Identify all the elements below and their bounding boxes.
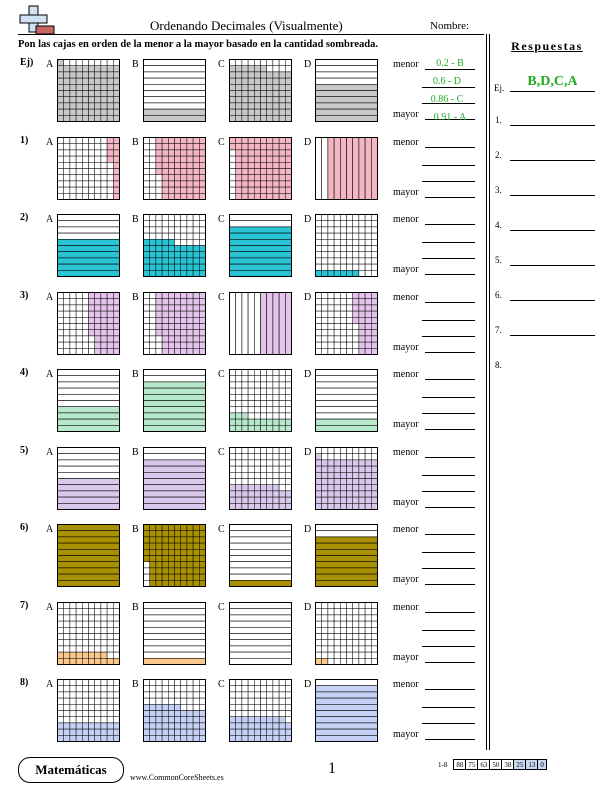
box-letter: C — [218, 369, 225, 380]
decimal-box-8-0 — [57, 679, 120, 742]
answers-title: Respuestas — [511, 39, 583, 53]
problem-label: 1) — [20, 134, 29, 146]
score-cell: 88 — [454, 760, 466, 770]
problem-label: 8) — [20, 677, 29, 688]
menor-label: menor — [393, 136, 419, 148]
box-letter: B — [132, 291, 139, 303]
answer-line-4 — [510, 230, 595, 231]
answer-line-6 — [510, 300, 595, 301]
decimal-box-6-2 — [229, 524, 292, 587]
box-letter: D — [304, 136, 312, 148]
decimal-box-5-2 — [229, 447, 292, 510]
box-letter: A — [46, 524, 54, 535]
decimal-box-8-3 — [315, 679, 378, 742]
answer-blank — [422, 320, 475, 321]
answer-blank — [425, 507, 475, 508]
decimal-box-2-1 — [143, 214, 206, 277]
menor-label: menor — [393, 369, 419, 380]
decimal-box-1-1 — [143, 137, 206, 200]
decimal-box-1-3 — [315, 137, 378, 200]
score-cell: 63 — [478, 760, 490, 770]
plus-logo-icon — [18, 4, 56, 36]
answer-divider-2 — [489, 34, 490, 750]
box-letter: B — [132, 369, 139, 380]
answer-number-1: 1. — [495, 115, 502, 125]
box-letter: C — [218, 136, 225, 148]
decimal-box-1-2 — [229, 137, 292, 200]
answer-blank — [425, 197, 475, 198]
answer-blank — [425, 612, 475, 613]
answer-blank — [422, 397, 475, 398]
box-letter: A — [46, 214, 54, 225]
answer-line-1 — [510, 125, 595, 126]
answer-blank — [422, 552, 475, 553]
answer-blank — [422, 413, 475, 414]
box-letter: D — [304, 601, 312, 613]
answer-blank — [422, 87, 475, 88]
answer-blank — [425, 302, 475, 303]
problem-label: 4) — [20, 367, 29, 378]
menor-label: menor — [393, 214, 419, 225]
menor-label: menor — [393, 446, 419, 458]
decimal-box-5-0 — [57, 447, 120, 510]
menor-label: menor — [393, 601, 419, 613]
decimal-box-6-3 — [315, 524, 378, 587]
decimal-box-5-3 — [315, 447, 378, 510]
decimal-box-0-0 — [57, 59, 120, 122]
box-letter: A — [46, 679, 54, 690]
decimal-box-4-3 — [315, 369, 378, 432]
decimal-box-6-1 — [143, 524, 206, 587]
answer-blank — [425, 379, 475, 380]
answer-line-7 — [510, 335, 595, 336]
box-letter: B — [132, 446, 139, 458]
box-letter: C — [218, 679, 225, 690]
example-answer: 0.2 - B — [436, 58, 464, 69]
problem-label: 7) — [20, 599, 29, 611]
answer-blank — [422, 646, 475, 647]
problem-label: 3) — [20, 289, 29, 301]
decimal-box-4-0 — [57, 369, 120, 432]
decimal-box-0-1 — [143, 59, 206, 122]
answer-blank — [422, 165, 475, 166]
decimal-box-1-0 — [57, 137, 120, 200]
problem-label: 6) — [20, 522, 29, 533]
answer-blank — [425, 662, 475, 663]
answer-blank — [422, 723, 475, 724]
box-letter: C — [218, 524, 225, 535]
score-cell: 75 — [466, 760, 478, 770]
box-letter: A — [46, 136, 54, 148]
example-answer: 0.6 - D — [432, 76, 462, 87]
answer-blank — [422, 181, 475, 182]
answer-blank — [422, 242, 475, 243]
score-table — [436, 759, 547, 770]
decimal-box-4-2 — [229, 369, 292, 432]
decimal-box-3-0 — [57, 292, 120, 355]
box-letter: C — [218, 214, 225, 225]
page-number: 1 — [328, 760, 336, 777]
box-letter: A — [46, 446, 54, 458]
answer-blank — [425, 147, 475, 148]
answer-example-label: Ej. — [494, 83, 505, 93]
mayor-label: mayor — [393, 419, 419, 430]
decimal-box-7-0 — [57, 602, 120, 665]
answer-blank — [425, 534, 475, 535]
answer-number-7: 7. — [495, 325, 502, 335]
answer-blank — [422, 491, 475, 492]
answer-blank — [425, 739, 475, 740]
score-cell: 50 — [490, 760, 502, 770]
box-letter: D — [304, 679, 312, 690]
decimal-box-0-2 — [229, 59, 292, 122]
answer-number-5: 5. — [495, 255, 502, 265]
mayor-label: mayor — [393, 574, 419, 585]
answer-blank — [422, 336, 475, 337]
box-letter: B — [132, 214, 139, 225]
mayor-label: mayor — [393, 186, 419, 198]
answer-blank — [422, 475, 475, 476]
answer-blank — [425, 584, 475, 585]
answer-divider-1 — [486, 34, 487, 750]
box-letter: C — [218, 291, 225, 303]
site-url: www.CommonCoreSheets.es — [130, 773, 224, 782]
answer-blank — [422, 568, 475, 569]
decimal-box-2-2 — [229, 214, 292, 277]
decimal-box-7-1 — [143, 602, 206, 665]
menor-label: menor — [393, 59, 419, 70]
box-letter: D — [304, 524, 312, 535]
box-letter: B — [132, 59, 139, 70]
decimal-box-2-3 — [315, 214, 378, 277]
example-answer: 0.86 - C — [430, 94, 464, 105]
menor-label: menor — [393, 679, 419, 690]
problem-label: 5) — [20, 444, 29, 456]
decimal-box-4-1 — [143, 369, 206, 432]
instructions: Pon las cajas en orden de la menor a la mayor basado en la cantidad sombreada. — [18, 39, 378, 50]
answer-blank — [422, 630, 475, 631]
box-letter: A — [46, 59, 54, 70]
answer-blank — [422, 707, 475, 708]
answer-blank — [422, 258, 475, 259]
box-letter: C — [218, 59, 225, 70]
answer-number-3: 3. — [495, 185, 502, 195]
answer-number-8: 8. — [495, 360, 502, 370]
decimal-box-2-0 — [57, 214, 120, 277]
decimal-box-6-0 — [57, 524, 120, 587]
decimal-box-3-2 — [229, 292, 292, 355]
box-letter: C — [218, 601, 225, 613]
decimal-box-7-2 — [229, 602, 292, 665]
mayor-label: mayor — [393, 651, 419, 663]
box-letter: A — [46, 601, 54, 613]
score-cell: 13 — [526, 760, 538, 770]
answer-blank — [425, 224, 475, 225]
mayor-label: mayor — [393, 264, 419, 275]
answer-line-5 — [510, 265, 595, 266]
answer-line-2 — [510, 160, 595, 161]
answer-line-3 — [510, 195, 595, 196]
page-title: Ordenando Decimales (Visualmente) — [150, 18, 343, 33]
header-divider — [18, 34, 484, 35]
answer-blank — [425, 689, 475, 690]
box-letter: C — [218, 446, 225, 458]
box-letter: B — [132, 524, 139, 535]
box-letter: D — [304, 291, 312, 303]
example-answer: 0.91 - A — [433, 112, 467, 123]
box-letter: B — [132, 136, 139, 148]
decimal-box-5-1 — [143, 447, 206, 510]
answer-blank — [425, 352, 475, 353]
brand-badge: Matemáticas — [18, 757, 124, 783]
name-label: Nombre: — [430, 20, 470, 32]
answer-number-4: 4. — [495, 220, 502, 230]
box-letter: B — [132, 601, 139, 613]
box-letter: D — [304, 214, 312, 225]
decimal-box-7-3 — [315, 602, 378, 665]
answer-number-6: 6. — [495, 290, 502, 300]
answer-number-2: 2. — [495, 150, 502, 160]
answer-blank — [425, 274, 475, 275]
box-letter: D — [304, 446, 312, 458]
answer-blank — [425, 69, 475, 70]
score-cell: 38 — [502, 760, 514, 770]
answer-example-value: B,D,C,A — [510, 74, 595, 92]
decimal-box-0-3 — [315, 59, 378, 122]
box-letter: B — [132, 679, 139, 690]
decimal-box-3-3 — [315, 292, 378, 355]
score-range: 1-8 — [438, 760, 448, 769]
answer-blank — [425, 457, 475, 458]
answer-blank — [425, 429, 475, 430]
mayor-label: mayor — [393, 496, 419, 508]
mayor-label: mayor — [393, 109, 419, 120]
mayor-label: mayor — [393, 341, 419, 353]
decimal-box-3-1 — [143, 292, 206, 355]
decimal-box-8-2 — [229, 679, 292, 742]
problem-label: 2) — [20, 212, 29, 223]
mayor-label: mayor — [393, 729, 419, 740]
box-letter: A — [46, 291, 54, 303]
score-cell: 25 — [514, 760, 526, 770]
box-letter: D — [304, 59, 312, 70]
problem-label: Ej) — [20, 57, 34, 68]
decimal-box-8-1 — [143, 679, 206, 742]
score-cell: 0 — [538, 760, 547, 770]
menor-label: menor — [393, 524, 419, 535]
menor-label: menor — [393, 291, 419, 303]
box-letter: A — [46, 369, 54, 380]
box-letter: D — [304, 369, 312, 380]
